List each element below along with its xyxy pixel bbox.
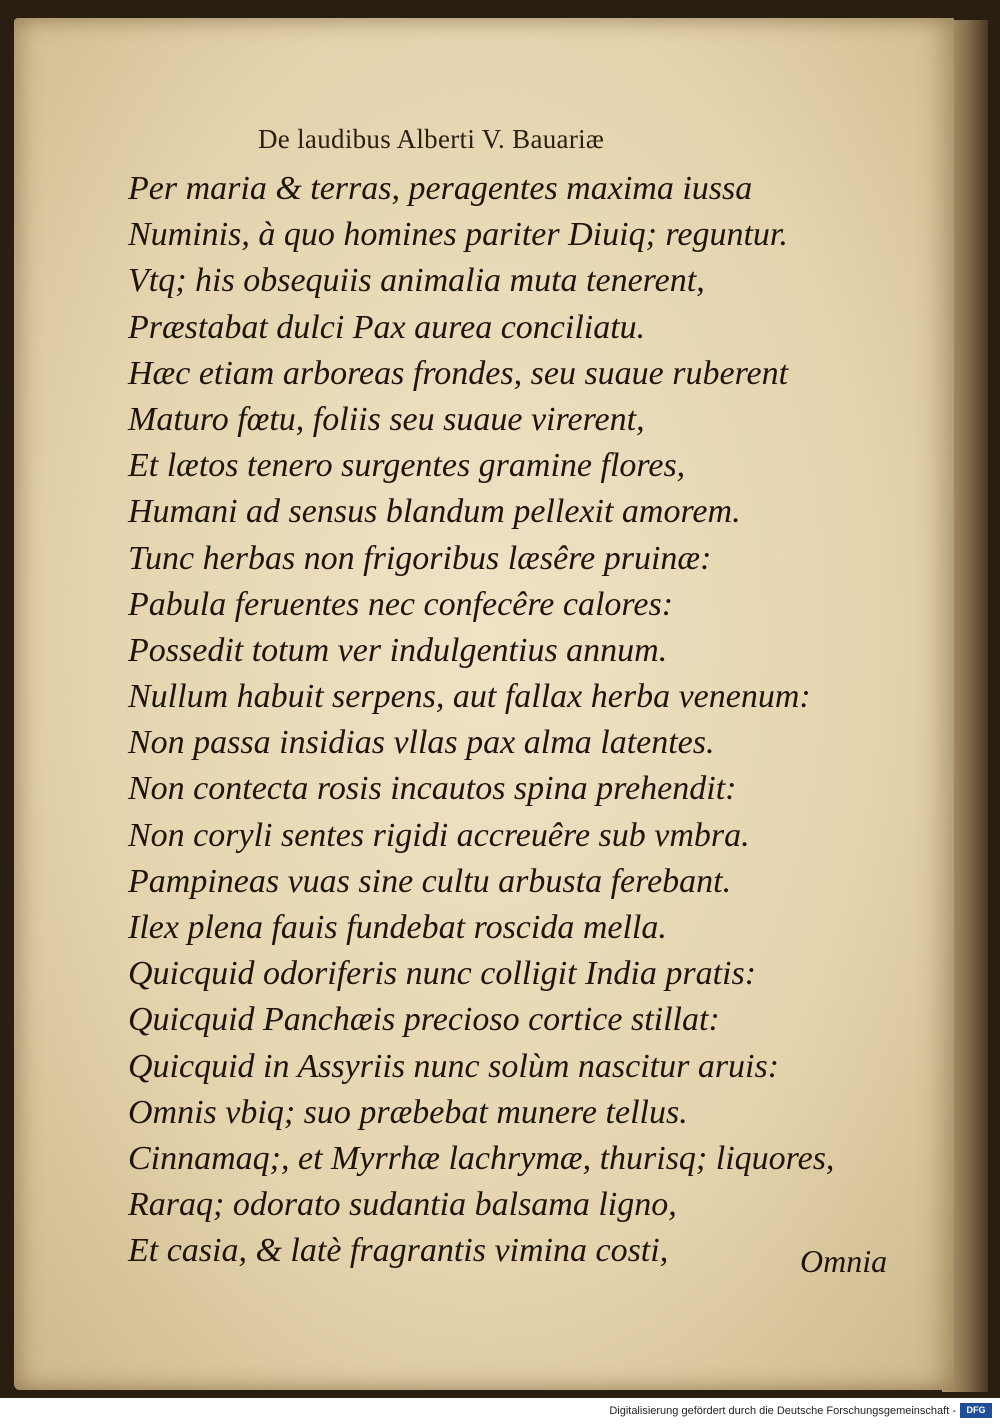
verse-line: Maturo fœtu, foliis seu suaue virerent, (128, 400, 645, 438)
verse-line: Non contecta rosis incautos spina prehendit: (128, 770, 737, 808)
dfg-logo-icon: DFG (960, 1403, 992, 1418)
verse-line: Humani ad sensus blandum pellexit amorem. (128, 493, 741, 531)
verse-line: Nullum habuit serpens, aut fallax herba venenum: (128, 678, 811, 716)
verse-line: Quicquid Panchæis precioso cortice stillat: (128, 1001, 720, 1039)
verse-line: Pampineas vuas sine cultu arbusta ferebant. (128, 862, 732, 900)
verse-line: Præstabat dulci Pax aurea conciliatu. (128, 308, 646, 346)
verse-line: Non coryli sentes rigidi accreuêre sub vmbra. (128, 816, 750, 854)
verse-block (128, 166, 928, 1275)
verse-line: Vtq; his obsequiis animalia muta tenerent, (128, 262, 705, 300)
verse-line: Et casia, & latè fragrantis vimina costi, (128, 1232, 669, 1270)
verse-line: Pabula feruentes nec confecêre calores: (128, 585, 674, 623)
footer-bar (0, 1398, 1000, 1424)
verse-line: Quicquid odoriferis nunc colligit India pratis: (128, 955, 757, 993)
verse-line: Omnis vbiq; suo præbebat munere tellus. (128, 1093, 688, 1131)
verse-line: Et lætos tenero surgentes gramine flores, (128, 447, 686, 485)
catchword: Omnia (800, 1243, 888, 1279)
verse-line: Cinnamaq;, et Myrrhæ lachrymæ, thurisq; liquores, (128, 1139, 835, 1177)
verse-line: Numinis, à quo homines pariter Diuiq; reguntur. (128, 216, 788, 254)
verse-line: Raraq; odorato sudantia balsama ligno, (128, 1186, 677, 1224)
verse-line: Quicquid in Assyriis nunc solùm nascitur aruis: (128, 1047, 780, 1085)
funding-credit: Digitalisierung gefördert durch die Deutsche Forschungsgemeinschaft - (609, 1405, 956, 1417)
verse-line: Tunc herbas non frigoribus læsêre pruinæ: (128, 539, 712, 577)
verse-line: Per maria & terras, peragentes maxima iussa (128, 170, 753, 207)
verse-line: Non passa insidias vllas pax alma latentes. (128, 724, 715, 762)
verse-line: Ilex plena fauis fundebat roscida mella. (128, 909, 667, 946)
running-header: De laudibus Alberti V. Bauariæ (258, 124, 605, 154)
verse-line: Possedit totum ver indulgentius annum. (128, 631, 668, 669)
verse-line: Hæc etiam arboreas frondes, seu suaue ruberent (128, 354, 789, 392)
